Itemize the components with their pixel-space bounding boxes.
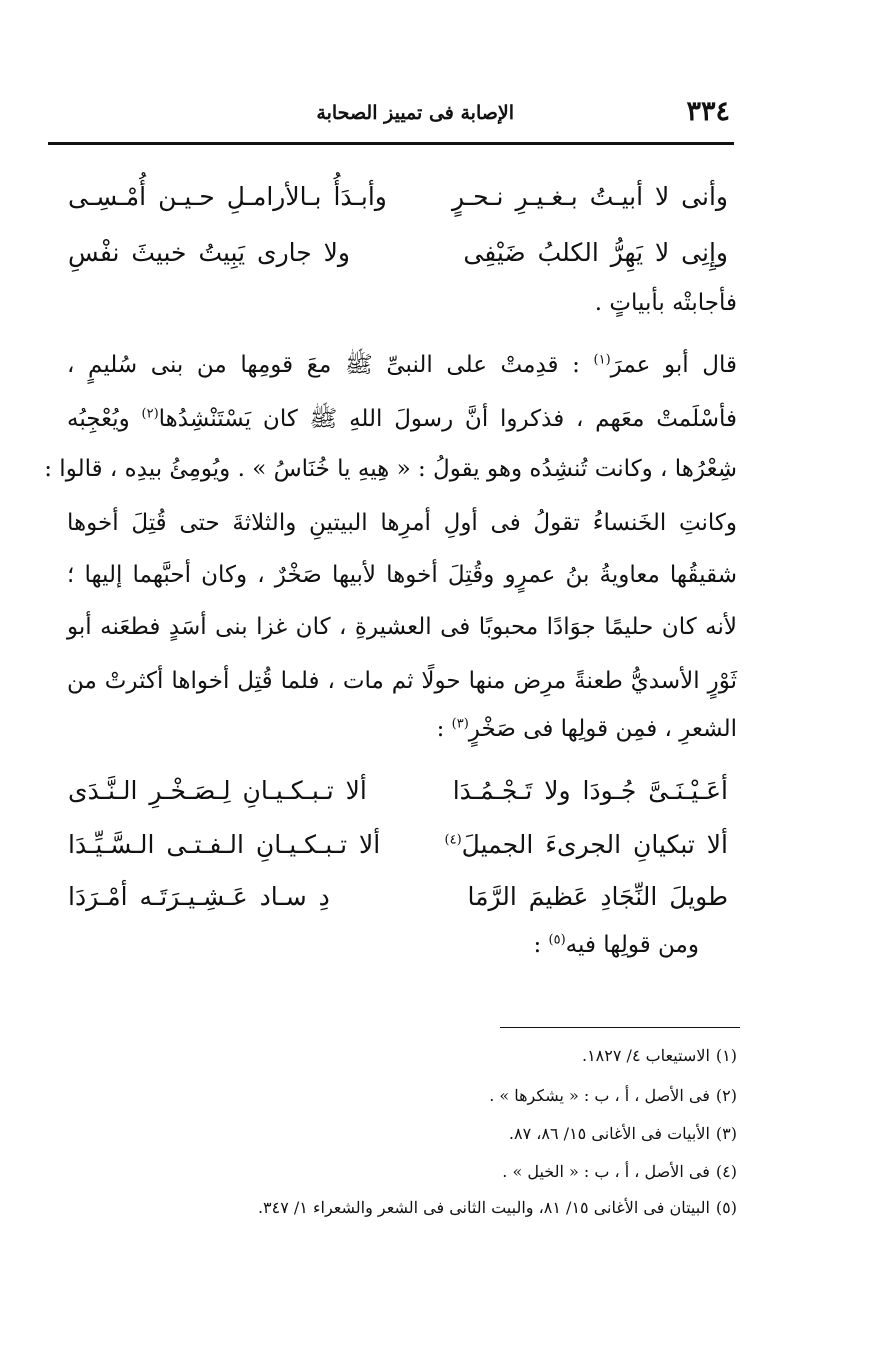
footnote-marker: (٣) <box>451 716 469 732</box>
footnote-rule <box>500 1027 740 1028</box>
paragraph-line: لأنه كان حليمًا جوَادًا محبوبًا فى العشيرةِ ، كان غزا بنى أسَدٍ فطعَنه أبو <box>67 614 737 640</box>
footnote: (٥)البيتان فى الأغانى ١٥/ ٨١، والبيت الثانى فى الشعر والشعراء ١/ ٣٤٧. <box>257 1198 737 1217</box>
footnote: (٤)فى الأصل ، أ ، ب : « الخيل » . <box>502 1162 737 1181</box>
verse-first-hemistich: أعَـيْـنَـىَّ جُـودَا ولا تَـجْـمُـدَا <box>452 776 728 805</box>
paragraph-line: قال أبو عمرَ$^{(١)}$ : قدِمتْ على النبىِّ ﷺ معَ قومِها من بنى سُليمٍ ، <box>67 352 737 378</box>
footnote-marker: (٥) <box>548 932 566 948</box>
verse-second-hemistich: ولا جارى يَبِيتُ خبيثَ نفْسِ <box>68 238 350 267</box>
verse-first-hemistich: ألا تبكيانِ الجرىءَ الجميلَ$^{(٤)}$ <box>444 830 728 859</box>
paragraph-line: ثَوْرٍ الأسديُّ طعنةً مرِض منها حولًا ثم مات ، فلما قُتِل أخواها أكثرتْ من <box>67 668 737 694</box>
footnote: (٣)الأبيات فى الأغانى ١٥/ ٨٦، ٨٧. <box>508 1124 737 1143</box>
verse-line <box>68 776 728 824</box>
verse-second-hemistich: ألا تـبـكـيـانِ لِـصَـخْـرِ الـنَّـدَى <box>68 776 367 805</box>
footnote-marker: (١) <box>593 352 611 368</box>
verse-line <box>68 882 728 930</box>
reply-line: فأجابتْه بأبياتٍ . <box>594 290 737 316</box>
paragraph-line: شِعْرُها ، وكانت تُنشِدُه وهو يقولُ : « هِيهِ يا خُنَاسُ » . ويُومِئُ بيدِه ، قالوا : <box>44 456 737 482</box>
paragraph-line: شقيقُها معاويةُ بنُ عمرٍو وقُتِلَ أخوها لأبيها صَخْرٌ ، وكان أحبَّهما إليها ؛ <box>67 562 737 588</box>
verse-line <box>68 238 728 286</box>
footnote: (٢)فى الأصل ، أ ، ب : « يشكرها » . <box>489 1086 737 1105</box>
page-number: ٣٣٤ <box>686 96 730 127</box>
paragraph-line: وكانتِ الخَنساءُ تقولُ فى أولِ أمرِها البيتينِ والثلاثةَ حتى قُتِلَ أخوها <box>67 510 737 536</box>
footnote-marker: (٤) <box>444 832 462 848</box>
verse-line <box>68 830 728 878</box>
paragraph-line: فأسْلَمتْ معَهم ، فذكروا أنَّ رسولَ اللهِ ﷺ كان يَسْتَنْشِدُها$^{(٢)}$ ويُعْجِبُه <box>67 406 737 432</box>
verse-first-hemistich: وأنى لا أبيـتُ بـغـيـرِ نـحـرٍ <box>451 182 728 211</box>
book-title: الإصابة فى تمييز الصحابة <box>316 102 514 124</box>
header-rule <box>48 142 734 145</box>
paragraph-line: الشعرِ ، فمِن قولِها فى صَخْرٍ$^{(٣)}$ : <box>436 716 737 742</box>
running-head <box>270 96 730 132</box>
verse-second-hemistich: دِ سـاد عَـشِـيـرَتَـه أمْـرَدَا <box>68 882 330 911</box>
verse-line <box>68 182 728 230</box>
verse-second-hemistich: ألا تـبـكـيـانِ الـفـتـى الـسَّـيِّـدَا <box>68 830 381 859</box>
footnote: (١)الاستيعاب ٤/ ١٨٢٧. <box>581 1046 737 1065</box>
closing-line: ومن قولِها فيه$^{(٥)}$ : <box>533 932 699 958</box>
verse-first-hemistich: وإِنِى لا يَهِرُّ الكلبُ ضَيْفِى <box>463 238 728 267</box>
verse-second-hemistich: وأبـدَأُ بـالأرامـلِ حـيـن أُمْـسِـى <box>68 182 387 211</box>
footnote-marker: (٢) <box>141 406 159 422</box>
verse-first-hemistich: طويلَ النِّجَادِ عَظيمَ الرَّمَا <box>467 882 728 911</box>
